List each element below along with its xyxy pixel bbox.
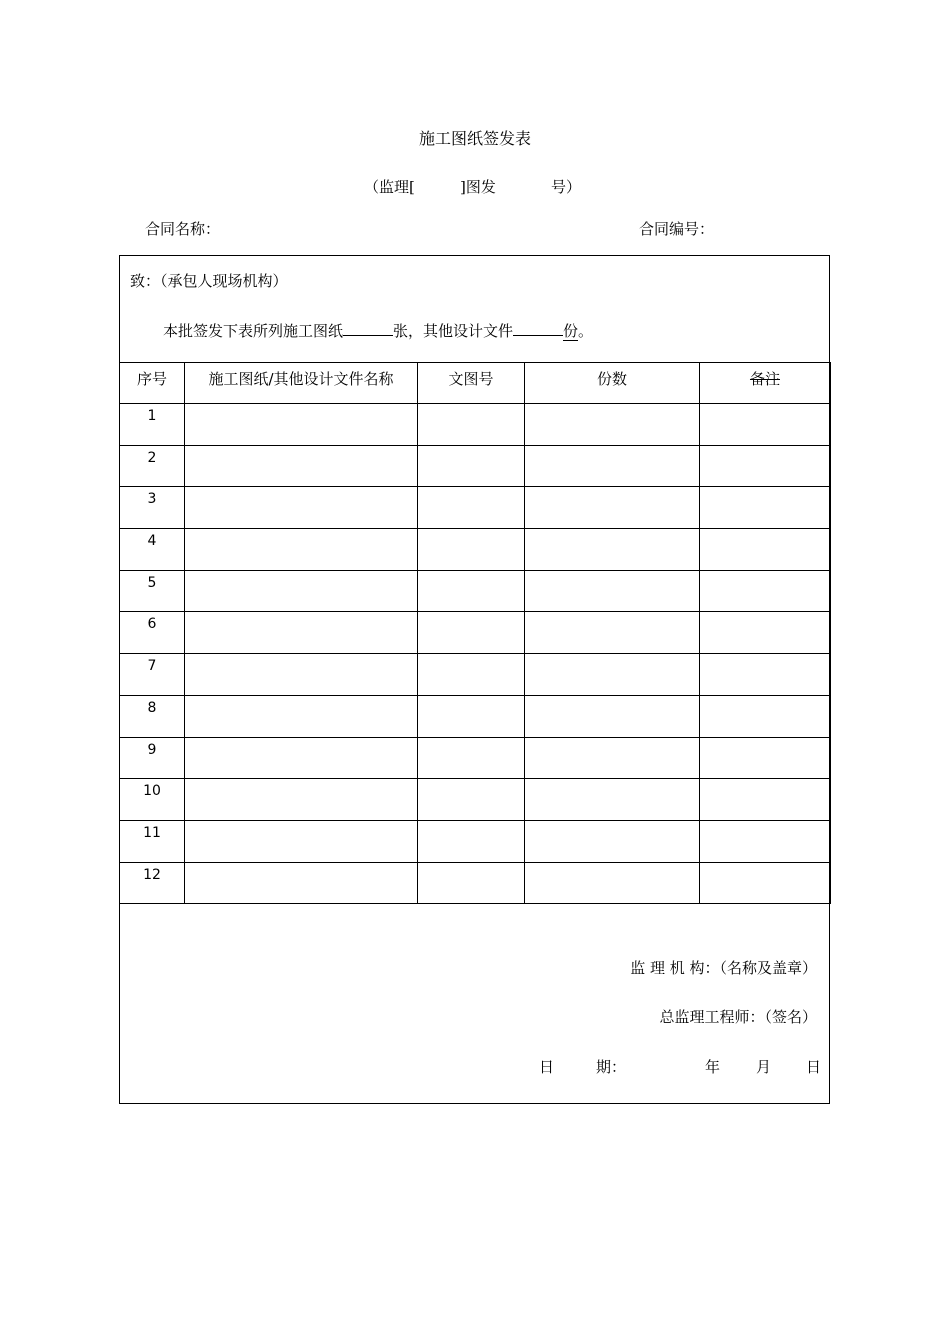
header-remarks: 备注 — [700, 363, 831, 404]
cell-copies[interactable] — [525, 529, 700, 571]
document-number — [0, 176, 950, 198]
cell-copies[interactable] — [525, 779, 700, 821]
page-title: 施工图纸签发表 — [418, 129, 531, 148]
cell-drawing-no[interactable] — [418, 654, 525, 696]
row-seq: 5 — [120, 570, 185, 612]
cell-remarks[interactable] — [700, 445, 831, 487]
table-row — [120, 612, 831, 654]
cell-remarks[interactable] — [700, 612, 831, 654]
cell-copies[interactable] — [525, 695, 700, 737]
cell-remarks[interactable] — [700, 862, 831, 904]
cell-copies[interactable] — [525, 445, 700, 487]
row-seq: 7 — [120, 654, 185, 696]
cell-name[interactable] — [185, 737, 418, 779]
row-seq: 8 — [120, 695, 185, 737]
row-seq: 12 — [120, 862, 185, 904]
batch-statement — [163, 319, 593, 341]
table-row — [120, 654, 831, 696]
cell-remarks[interactable] — [700, 404, 831, 446]
batch-text-3: 份 — [563, 322, 579, 340]
cell-name[interactable] — [185, 529, 418, 571]
drawing-count-blank[interactable] — [343, 319, 393, 336]
cell-name[interactable] — [185, 445, 418, 487]
table-row — [120, 570, 831, 612]
cell-drawing-no[interactable] — [418, 820, 525, 862]
header-drawing-no: 文图号 — [418, 363, 525, 404]
cell-drawing-no[interactable] — [418, 862, 525, 904]
row-seq: 9 — [120, 737, 185, 779]
document-number-prefix: （监理[ — [364, 178, 415, 196]
row-seq: 6 — [120, 612, 185, 654]
cell-drawing-no[interactable] — [418, 487, 525, 529]
row-seq: 11 — [120, 820, 185, 862]
cell-name[interactable] — [185, 695, 418, 737]
document-number-mid: ]图发 — [460, 178, 496, 196]
cell-remarks[interactable] — [700, 695, 831, 737]
batch-text-4: 。 — [578, 322, 594, 340]
header-seq: 序号 — [120, 363, 185, 404]
row-seq: 10 — [120, 779, 185, 821]
year-label: 年 — [705, 1058, 721, 1076]
document-count-blank[interactable] — [513, 319, 563, 336]
table-row — [120, 529, 831, 571]
chief-engineer-line: 总监理工程师：（签名） — [659, 1008, 817, 1026]
cell-name[interactable] — [185, 404, 418, 446]
cell-remarks[interactable] — [700, 737, 831, 779]
cell-name[interactable] — [185, 862, 418, 904]
drawing-table — [119, 362, 831, 904]
cell-remarks[interactable] — [700, 820, 831, 862]
cell-drawing-no[interactable] — [418, 570, 525, 612]
cell-remarks[interactable] — [700, 570, 831, 612]
date-line — [120, 1056, 831, 1078]
cell-name[interactable] — [185, 820, 418, 862]
table-row — [120, 695, 831, 737]
row-seq: 2 — [120, 445, 185, 487]
cell-drawing-no[interactable] — [418, 779, 525, 821]
cell-copies[interactable] — [525, 487, 700, 529]
cell-name[interactable] — [185, 570, 418, 612]
table-header-row — [120, 363, 831, 404]
cell-name[interactable] — [185, 779, 418, 821]
row-seq: 3 — [120, 487, 185, 529]
batch-text-2: 张，其他设计文件 — [393, 322, 514, 340]
day-label: 日 — [806, 1058, 822, 1076]
document-number-suffix: 号） — [551, 178, 582, 196]
row-seq: 4 — [120, 529, 185, 571]
date-label-2: 期： — [596, 1058, 627, 1076]
table-row — [120, 487, 831, 529]
cell-copies[interactable] — [525, 862, 700, 904]
cell-drawing-no[interactable] — [418, 695, 525, 737]
cell-name[interactable] — [185, 487, 418, 529]
cell-remarks[interactable] — [700, 529, 831, 571]
table-row — [120, 445, 831, 487]
date-label-1: 日 — [539, 1058, 555, 1076]
addressee-line: 致：（承包人现场机构） — [130, 272, 288, 290]
table-row — [120, 737, 831, 779]
contract-number-label: 合同编号： — [639, 220, 715, 238]
form-frame — [119, 255, 830, 1104]
cell-drawing-no[interactable] — [418, 737, 525, 779]
table-row — [120, 779, 831, 821]
table-row — [120, 862, 831, 904]
supervision-org-line: 监 理 机 构：（名称及盖章） — [630, 959, 817, 977]
cell-copies[interactable] — [525, 820, 700, 862]
cell-remarks[interactable] — [700, 779, 831, 821]
cell-name[interactable] — [185, 654, 418, 696]
cell-copies[interactable] — [525, 612, 700, 654]
batch-text-1: 本批签发下表所列施工图纸 — [163, 322, 344, 340]
cell-drawing-no[interactable] — [418, 529, 525, 571]
cell-drawing-no[interactable] — [418, 404, 525, 446]
cell-drawing-no[interactable] — [418, 445, 525, 487]
header-copies: 份数 — [525, 363, 700, 404]
cell-remarks[interactable] — [700, 487, 831, 529]
cell-remarks[interactable] — [700, 654, 831, 696]
cell-copies[interactable] — [525, 737, 700, 779]
cell-copies[interactable] — [525, 404, 700, 446]
cell-drawing-no[interactable] — [418, 612, 525, 654]
contract-name-label: 合同名称： — [145, 220, 221, 238]
cell-copies[interactable] — [525, 570, 700, 612]
month-label: 月 — [756, 1058, 772, 1076]
header-name: 施工图纸/其他设计文件名称 — [185, 363, 418, 404]
cell-copies[interactable] — [525, 654, 700, 696]
cell-name[interactable] — [185, 612, 418, 654]
table-row — [120, 820, 831, 862]
table-row — [120, 404, 831, 446]
row-seq: 1 — [120, 404, 185, 446]
